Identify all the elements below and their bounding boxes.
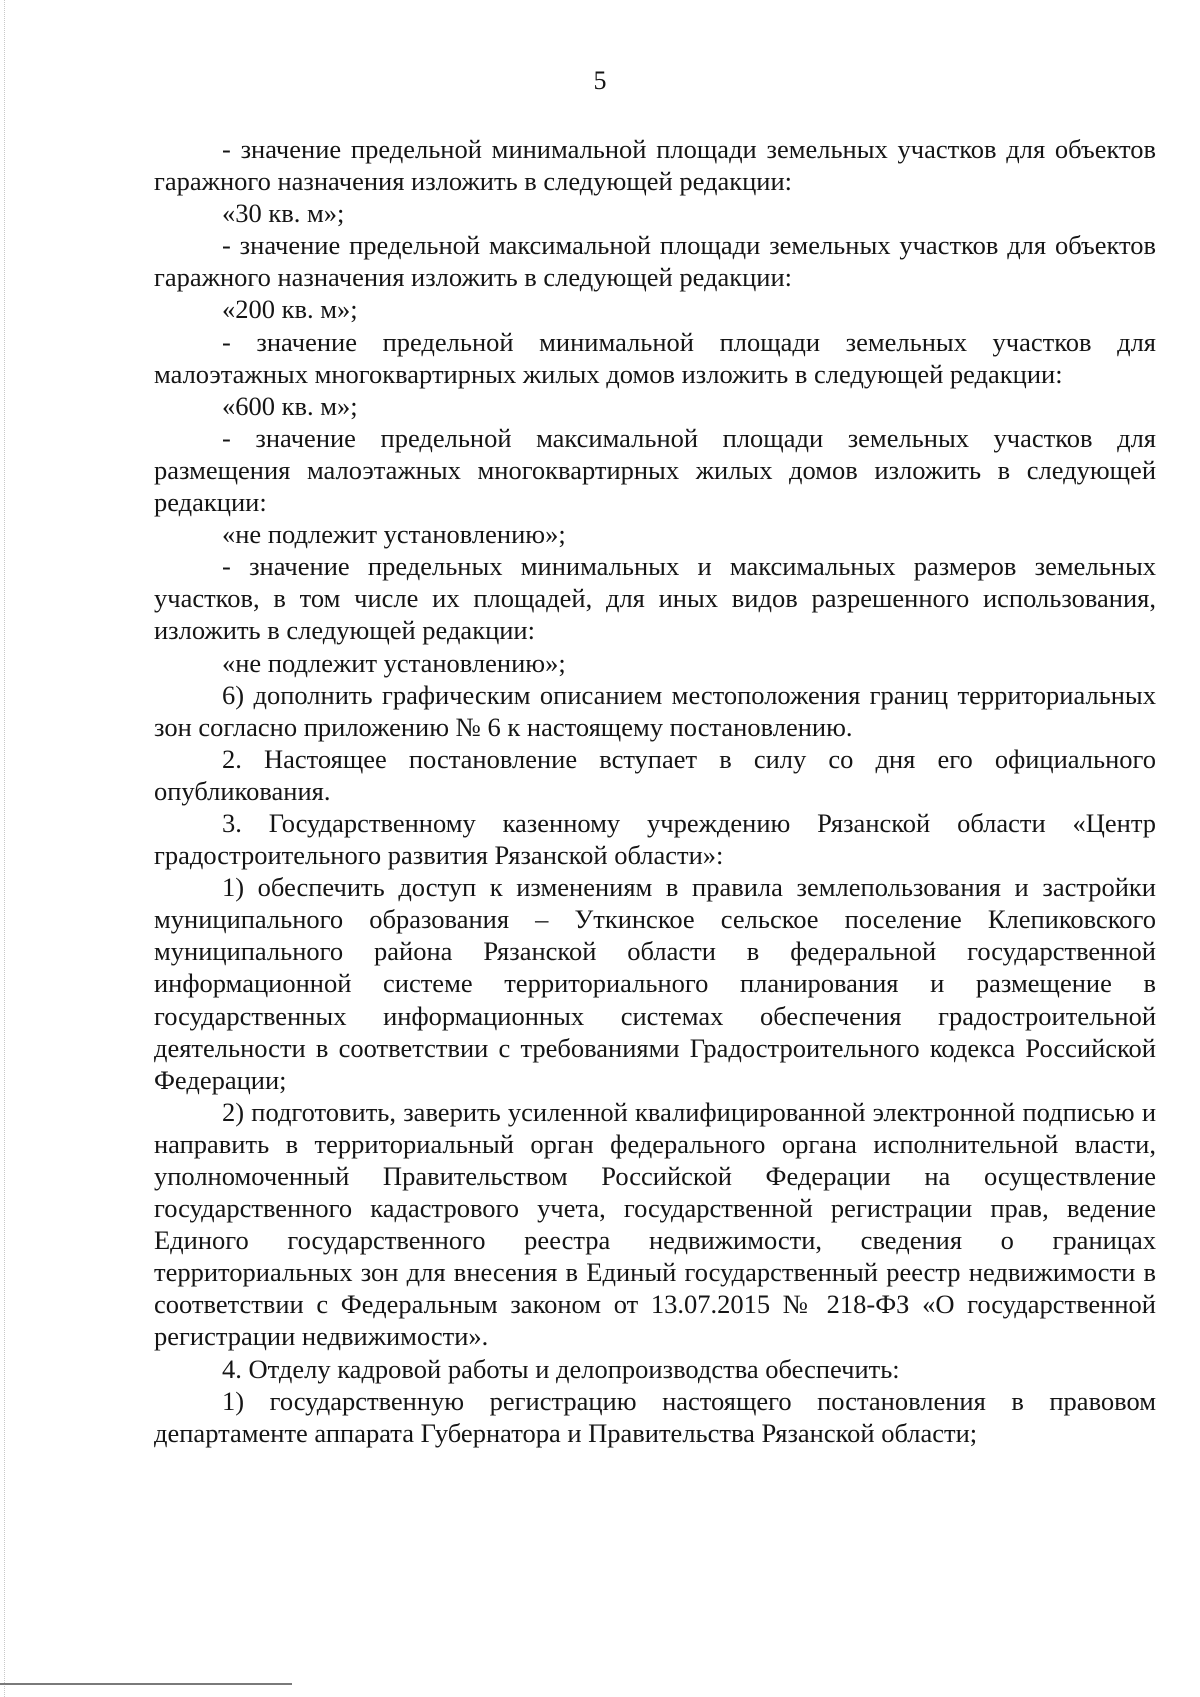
quoted-value: «600 кв. м»; [222, 390, 358, 421]
document-body [154, 133, 1156, 1449]
paragraph: 4. Отделу кадровой работы и делопроизводства обеспечить: [222, 1353, 900, 1384]
scan-left-edge [4, 0, 7, 1697]
paragraph: - значение предельной минимальной площади земельных участков для объектов гаражного назначения изложить в следующей редакции: [154, 134, 1156, 197]
paragraph: 2. Настоящее постановление вступает в силу со дня его официального опубликования. [154, 743, 1156, 806]
quoted-value: «200 кв. м»; [222, 294, 358, 325]
paragraph: - значение предельной максимальной площади земельных участков для объектов гаражного назначения изложить в следующей редакции: [154, 230, 1156, 293]
paragraph: 1) обеспечить доступ к изменениям в правила землепользования и застройки муниципального образования – Уткинское сельское поселение Клепиковского муниципального района Рязанской области в федеральной государственной информационной системе территориального планирования и размещение в государственных информационных системах обеспечения градостроительной деятельности в соответствии с требованиями Градостроительного кодекса Российской Федерации; [154, 872, 1156, 1095]
paragraph: 2) подготовить, заверить усиленной квалифицированной электронной подписью и направить в территориальный орган федерального органа исполнительной власти, уполномоченный Правительством Российской Федерации на осуществление государственного кадастрового учета, государственной регистрации прав, ведение Единого государственного реестра недвижимости, сведения о границах территориальных зон для внесения в Единый государственный реестр недвижимости в соответствии с Федеральным законом от 13.07.2015 № 218-ФЗ «О государственной регистрации недвижимости». [154, 1096, 1156, 1352]
paragraph: - значение предельной максимальной площади земельных участков для размещения малоэтажных многоквартирных жилых домов изложить в следующей редакции: [154, 422, 1156, 518]
quoted-value: «не подлежит установлению»; [222, 519, 566, 550]
paragraph: 3. Государственному казенному учреждению Рязанской области «Центр градостроительного развития Рязанской области»: [154, 807, 1156, 871]
paragraph: 1) государственную регистрацию настоящего постановления в правовом департаменте аппарата Губернатора и Правительства Рязанской области; [154, 1385, 1156, 1448]
paragraph: - значение предельной минимальной площади земельных участков для малоэтажных многоквартирных жилых домов изложить в следующей редакции: [154, 326, 1156, 389]
quoted-value: «не подлежит установлению»; [222, 647, 566, 678]
paragraph: - значение предельных минимальных и максимальных размеров земельных участков, в том числе их площадей, для иных видов разрешенного использования, изложить в следующей редакции: [154, 551, 1156, 646]
quoted-value: «30 кв. м»; [222, 198, 345, 229]
page-number: 5 [593, 66, 607, 95]
paragraph: 6) дополнить графическим описанием местоположения границ территориальных зон согласно приложению № 6 к настоящему постановлению. [154, 679, 1156, 742]
scan-bottom-edge [0, 1683, 292, 1685]
